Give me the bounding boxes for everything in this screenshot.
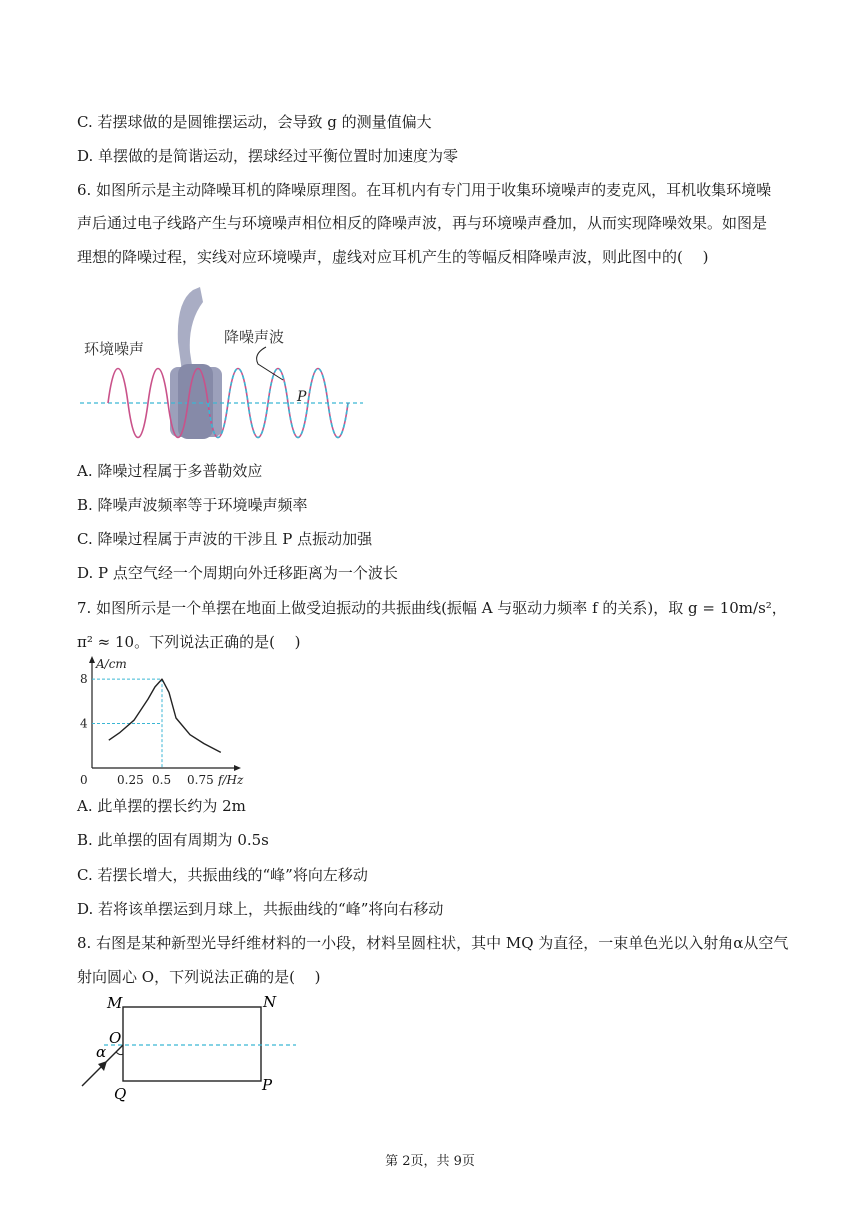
q6-option-c: C. 降噪过程属于声波的干涉且 P 点振动加强 xyxy=(77,530,373,548)
q8-stem-line-2: 射向圆心 O，下列说法正确的是( ) xyxy=(77,968,321,986)
q7-stem-line-1: 7. 如图所示是一个单摆在地面上做受迫振动的共振曲线(振幅 A 与驱动力频率 f 的关系)，取 g = 10m/s²， xyxy=(77,599,787,617)
x-axis-arrow xyxy=(234,765,241,771)
q5-option-c: C. 若摆球做的是圆锥摆运动，会导致 g 的测量值偏大 xyxy=(77,113,432,131)
q6-option-d: D. P 点空气经一个周期向外迁移距离为一个波长 xyxy=(77,564,398,582)
q8-stem-line-1: 8. 右图是某种新型光导纤维材料的一小段，材料呈圆柱状，其中 MQ 为直径，一束单色光以入射角α从空气 xyxy=(77,934,789,952)
resonance-curve xyxy=(109,679,221,752)
q7-option-c: C. 若摆长增大，共振曲线的“峰”将向左移动 xyxy=(77,866,368,884)
anc-wave-label: 降噪声波 xyxy=(224,328,285,346)
x-tick-label: 0.75 xyxy=(187,773,214,786)
q7-stem-line-2: π² ≈ 10。下列说法正确的是( ) xyxy=(77,633,301,651)
q7-option-a: A. 此单摆的摆长约为 2m xyxy=(77,797,246,815)
q7-option-d: D. 若将该单摆运到月球上，共振曲线的“峰”将向右移动 xyxy=(77,900,444,918)
x-tick-label: 0.25 xyxy=(117,773,144,786)
point-p-label: P xyxy=(297,389,307,405)
q7-option-b: B. 此单摆的固有周期为 0.5s xyxy=(77,831,269,849)
q6-option-b: B. 降噪声波频率等于环境噪声频率 xyxy=(77,496,308,514)
y-tick-label: 4 xyxy=(80,716,88,731)
q5-option-d: D. 单摆做的是简谐运动，摆球经过平衡位置时加速度为零 xyxy=(77,147,459,165)
q6-stem-line-2: 声后通过电子线路产生与环境噪声相位相反的降噪声波，再与环境噪声叠加，从而实现降噪效果。如图是 xyxy=(77,214,768,232)
y-tick-label: 8 xyxy=(80,672,88,687)
q6-option-a: A. 降噪过程属于多普勒效应 xyxy=(77,462,263,480)
label-leader-line xyxy=(257,347,283,380)
resonance-curve-chart xyxy=(74,656,244,786)
y-axis-label: A/cm xyxy=(96,657,127,671)
page-footer: 第 2页，共 9页 xyxy=(385,1154,475,1169)
label-m: M xyxy=(107,994,123,1012)
x-tick-label: 0 xyxy=(80,773,88,786)
optical-fiber-figure xyxy=(74,990,309,1105)
label-o: O xyxy=(109,1029,122,1047)
label-q: Q xyxy=(114,1085,127,1103)
fiber-rectangle xyxy=(123,1007,261,1081)
angle-arc xyxy=(116,1052,123,1055)
label-n: N xyxy=(263,993,277,1011)
x-tick-label: 0.5 xyxy=(152,773,172,786)
x-axis-label: f/Hz xyxy=(218,773,244,786)
q6-stem-line-3: 理想的降噪过程，实线对应环境噪声，虚线对应耳机产生的等幅反相降噪声波，则此图中的( ) xyxy=(77,248,709,266)
label-p: P xyxy=(262,1076,273,1094)
q6-stem-line-1: 6. 如图所示是主动降噪耳机的降噪原理图。在耳机内有专门用于收集环境噪声的麦克风，耳机收集环境噪 xyxy=(77,181,772,199)
anc-headphone-figure xyxy=(78,282,368,447)
y-axis-arrow xyxy=(89,656,95,663)
label-alpha: α xyxy=(96,1043,107,1061)
env-noise-label: 环境噪声 xyxy=(84,340,145,358)
